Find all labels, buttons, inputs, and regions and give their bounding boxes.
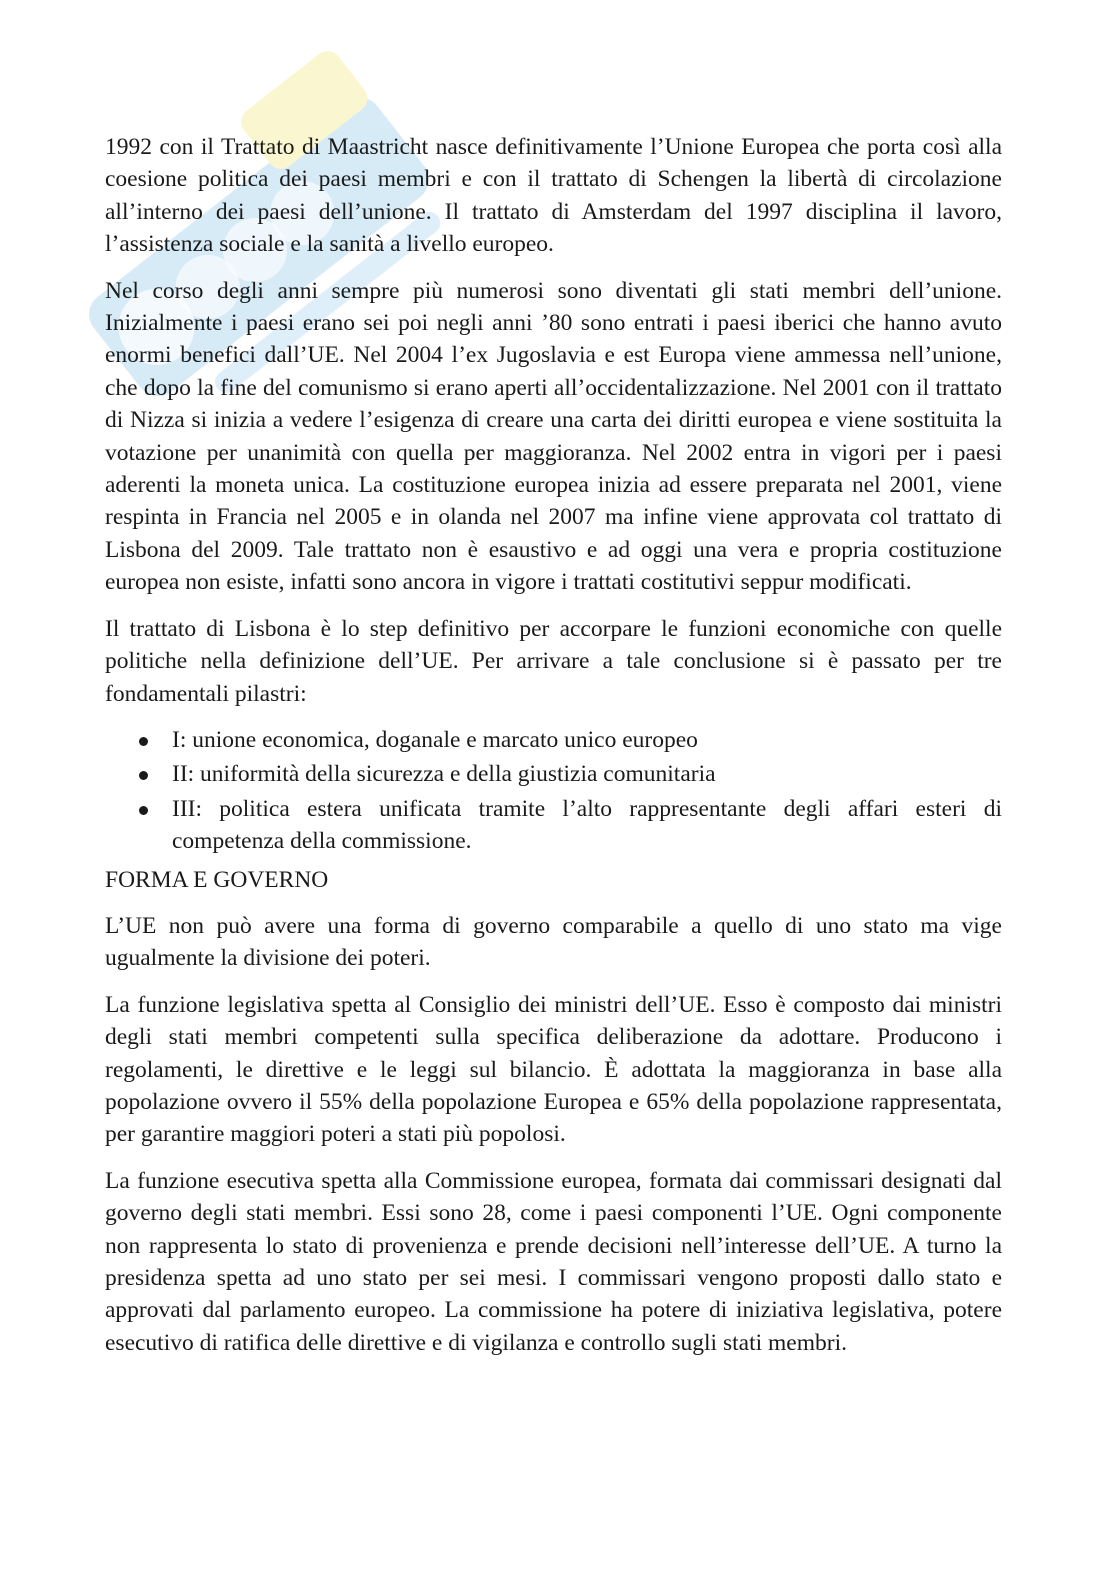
pillars-list xyxy=(105,724,1002,858)
pillar-text: III: politica estera unificata tramite l’alto rappresentante degli affari esteri di competenza della commissione. xyxy=(172,795,1002,855)
document-body xyxy=(105,131,1002,1373)
list-item xyxy=(105,793,1002,858)
bullet-icon xyxy=(139,806,148,815)
paragraph-maastricht: 1992 con il Trattato di Maastricht nasce definitivamente l’Unione Europea che porta così alla coesione politica dei paesi membri e con il trattato di Schengen la libertà di circolazione all’interno dei paesi dell’unione. Il trattato di Amsterdam del 1997 disciplina il lavoro, l’assistenza sociale e la sanità a livello europeo. xyxy=(105,134,1002,258)
paragraph-lisbon: Il trattato di Lisbona è lo step definitivo per accorpare le funzioni economiche con quelle politiche nella definizione dell’UE. Per arrivare a tale conclusione si è passato per tre fondamentali pilastri: xyxy=(105,615,1002,707)
list-item xyxy=(105,724,1002,756)
bullet-icon xyxy=(139,771,148,780)
paragraph-legislativa: La funzione legislativa spetta al Consiglio dei ministri dell’UE. Esso è composto dai ministri degli stati membri competenti sulla specifica deliberazione da adottare. Producono i regolamenti, le direttive e le leggi sul bilancio. È adottata la maggioranza in base alla popolazione ovvero il 55% della popolazione Europea e 65% della popolazione rappresentata, per garantire maggiori poteri a stati più popolosi. xyxy=(105,991,1002,1148)
list-item xyxy=(105,758,1002,790)
bullet-icon xyxy=(139,737,148,746)
section-heading: FORMA E GOVERNO xyxy=(105,866,329,893)
paragraph-enlargement: Nel corso degli anni sempre più numerosi sono diventati gli stati membri dell’unione. Inizialmente i paesi erano sei poi negli anni ’80 sono entrati i paesi iberici che hanno avuto enormi benefici dall’UE. Nel 2004 l’ex Jugoslavia e est Europa viene ammessa nell’unione, che dopo la fine del comunismo si erano aperti all’occidentalizzazione. Nel 2001 con il trattato di Nizza si inizia a vedere l’esigenza di creare una carta dei diritti europea e viene sostituita la votazione per unanimità con quella per maggioranza. Nel 2002 entra in vigori per i paesi aderenti la moneta unica. La costituzione europea inizia ad essere preparata nel 2001, viene respinta in Francia nel 2005 e in olanda nel 2007 ma infine viene approvata col trattato di Lisbona del 2009. Tale trattato non è esaustivo e ad oggi una vera e propria costituzione europea non esiste, infatti sono ancora in vigore i trattati costitutivi seppur modificati. xyxy=(105,277,1002,596)
paragraph-forma-governo: L’UE non può avere una forma di governo comparabile a quello di uno stato ma vige ugualmente la divisione dei poteri. xyxy=(105,912,1002,972)
pillar-text: II: uniformità della sicurezza e della giustizia comunitaria xyxy=(172,761,716,788)
pillar-text: I: unione economica, doganale e marcato unico europeo xyxy=(172,726,698,753)
paragraph-esecutiva: La funzione esecutiva spetta alla Commissione europea, formata dai commissari designati dal governo degli stati membri. Essi sono 28, come i paesi componenti l’UE. Ogni componente non rappresenta lo stato di provenienza e prende decisioni nell’interesse dell’UE. A turno la presidenza spetta ad uno stato per sei mesi. I commissari vengono proposti dallo stato e approvati dal parlamento europeo. La commissione ha potere di iniziativa legislativa, potere esecutivo di ratifica delle direttive e di vigilanza e controllo sugli stati membri. xyxy=(105,1167,1002,1356)
